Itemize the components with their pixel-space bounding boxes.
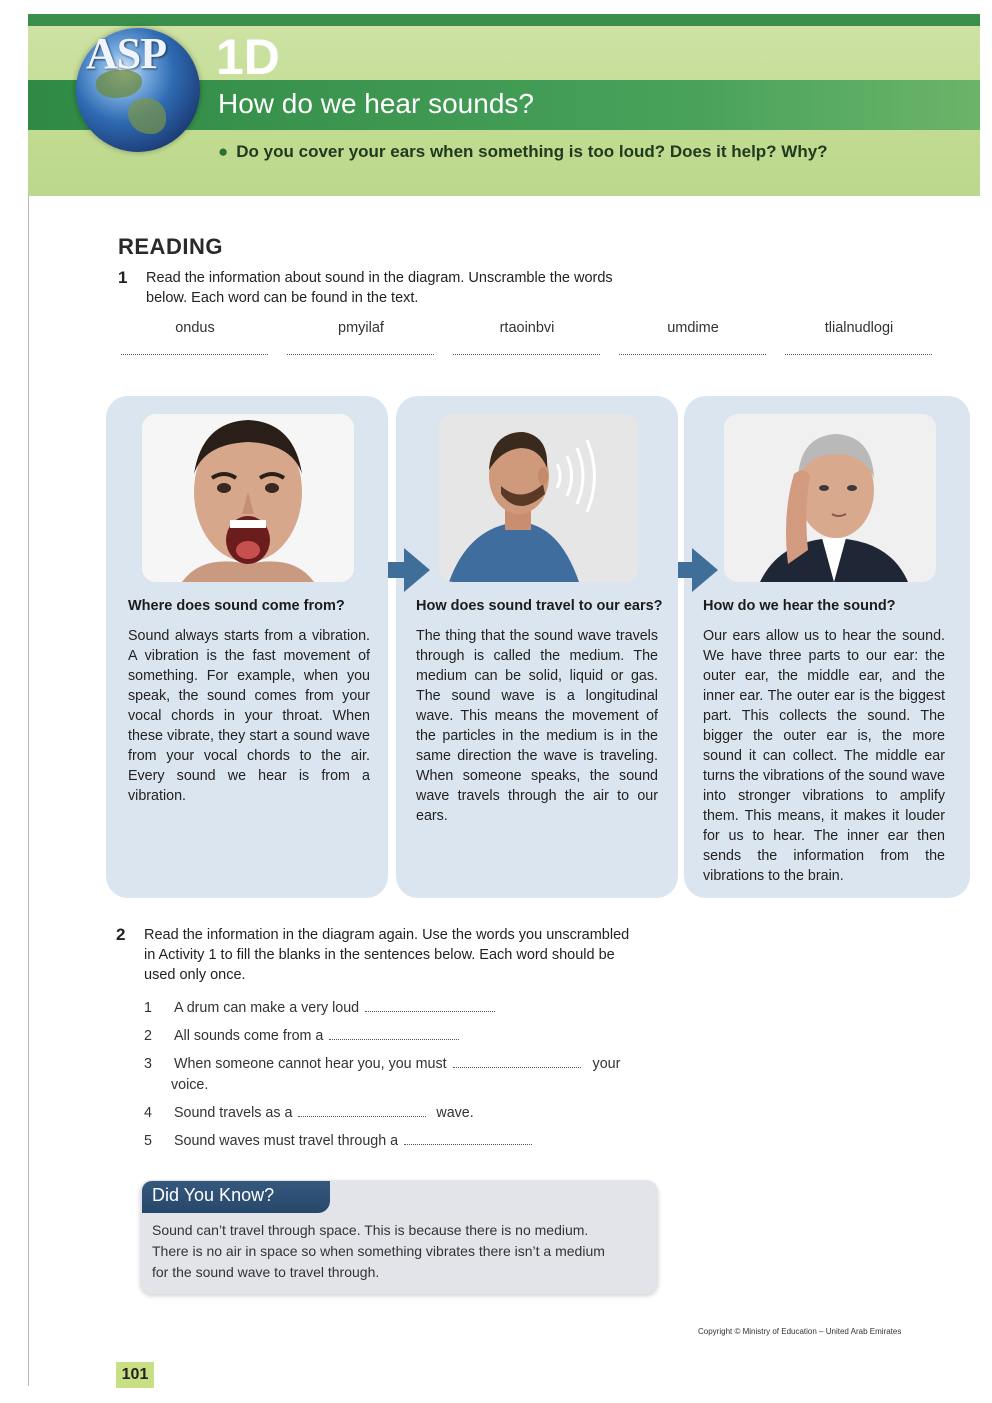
scrambled-word: pmyilaf xyxy=(338,320,384,336)
did-you-know-line: for the sound wave to travel through. xyxy=(152,1264,380,1280)
activity-1-instruction-line: Read the information about sound in the diagram. Unscramble the words xyxy=(146,270,613,286)
listening-man-illustration xyxy=(439,414,638,582)
header-top-stripe xyxy=(28,14,980,26)
arrow-stem xyxy=(678,562,692,578)
activity-1-instruction xyxy=(146,268,706,308)
panel-1-body: Sound always starts from a vibration. A vibration is the fast movement of something. For example, when you speak, the sound comes from your vocal chords in your throat. When these vibrate, they start a sound wave from your vocal chords to the air. Every sound we hear is from a vibration. xyxy=(128,628,370,804)
page-number: 101 xyxy=(116,1362,154,1388)
did-you-know-body xyxy=(152,1220,642,1283)
item-text: A drum can make a very loud xyxy=(173,1000,360,1016)
panel-3-body: Our ears allow us to hear the sound. We have three parts to our ear: the outer ear, the middle ear, and the inner ear. The outer ear is the biggest part. This collects the sound. The bigger the outer ear is, the more sound it can collect. The middle ear turns the vibrations of the sound wave into stronger vibrations to amplify them. This means, it makes it louder for us to hear. The inner ear then sends the information from the vibrations to the brain. xyxy=(703,628,945,884)
fill-blank[interactable] xyxy=(453,1066,581,1068)
list-item xyxy=(144,1133,534,1149)
fill-blank[interactable] xyxy=(329,1038,459,1040)
margin-rule xyxy=(28,196,29,1386)
scrambled-word: umdime xyxy=(667,320,719,336)
bullet-icon: ● xyxy=(218,142,229,161)
item-number: 2 xyxy=(144,1028,152,1044)
shouting-man-illustration xyxy=(142,414,354,582)
did-you-know-line: Sound can’t travel through space. This is because there is no medium. xyxy=(152,1222,589,1238)
photo-man-cupping-ear xyxy=(724,414,936,582)
panel-2-heading: How does sound travel to our ears? xyxy=(416,598,663,614)
arrow-right-icon xyxy=(692,548,718,592)
activity-2-instruction-line: used only once. xyxy=(144,967,246,983)
panel-1-heading: Where does sound come from? xyxy=(128,598,345,614)
lesson-title: How do we hear sounds? xyxy=(218,88,534,119)
activity-1-number: 1 xyxy=(118,268,128,287)
list-item xyxy=(144,1105,474,1121)
answer-blank[interactable] xyxy=(785,353,932,355)
answer-blank[interactable] xyxy=(619,353,766,355)
scrambled-word: ondus xyxy=(175,320,215,336)
section-title-reading: READING xyxy=(118,234,223,259)
arrow-stem xyxy=(388,562,404,578)
photo-listening-man xyxy=(439,414,638,582)
warmup-question xyxy=(218,142,828,162)
activity-1-instruction-line: below. Each word can be found in the text. xyxy=(146,290,419,306)
activity-2-instruction-line: Read the information in the diagram again. Use the words you unscrambled xyxy=(144,927,630,943)
activity-2-number: 2 xyxy=(116,925,126,944)
answer-blank[interactable] xyxy=(453,353,600,355)
activity-2-instruction-line: in Activity 1 to fill the blanks in the sentences below. Each word should be xyxy=(144,947,615,963)
item-text: All sounds come from a xyxy=(173,1028,324,1044)
item-number: 3 xyxy=(144,1056,152,1072)
item-text: Sound waves must travel through a xyxy=(173,1133,399,1149)
item-text-after: your xyxy=(592,1056,621,1072)
arrow-right-icon xyxy=(404,548,430,592)
item-text: Sound travels as a xyxy=(173,1105,293,1121)
scrambled-word: rtaoinbvi xyxy=(499,320,555,336)
scrambled-word: tlialnudlogi xyxy=(824,320,894,336)
panel-2-body: The thing that the sound wave travels through is called the medium. The medium can be solid, liquid or gas. The sound wave is a longitudinal wave. This means the movement of the particles in the medium is in the same direction the wave is traveling. When someone speaks, the sound wave travels through the air to our ears. xyxy=(416,628,658,824)
photo-shouting-man xyxy=(142,414,354,582)
answer-blank[interactable] xyxy=(287,353,434,355)
item-continuation: voice. xyxy=(171,1077,209,1093)
list-item xyxy=(144,1028,461,1044)
man-cupping-ear-illustration xyxy=(724,414,936,582)
list-item xyxy=(144,1000,497,1016)
list-item xyxy=(144,1056,620,1072)
fill-blank[interactable] xyxy=(404,1143,532,1145)
item-number: 5 xyxy=(144,1133,152,1149)
copyright-notice: Copyright © Ministry of Education – United Arab Emirates xyxy=(698,1327,902,1336)
asp-logo: ASP xyxy=(86,29,167,78)
did-you-know-line: There is no air in space so when something vibrates there isn’t a medium xyxy=(152,1243,605,1259)
warmup-question-text: Do you cover your ears when something is too loud? Does it help? Why? xyxy=(236,142,828,161)
fill-blank[interactable] xyxy=(365,1010,495,1012)
item-number: 4 xyxy=(144,1105,152,1121)
item-text-after: wave. xyxy=(436,1105,474,1121)
fill-blank[interactable] xyxy=(298,1115,426,1117)
item-number: 1 xyxy=(144,1000,152,1016)
did-you-know-title: Did You Know? xyxy=(152,1185,275,1205)
unit-code: 1D xyxy=(216,29,280,85)
panel-3-heading: How do we hear the sound? xyxy=(703,598,896,614)
answer-blank[interactable] xyxy=(121,353,268,355)
activity-2-instruction xyxy=(144,925,684,985)
item-text: When someone cannot hear you, you must xyxy=(173,1056,447,1072)
